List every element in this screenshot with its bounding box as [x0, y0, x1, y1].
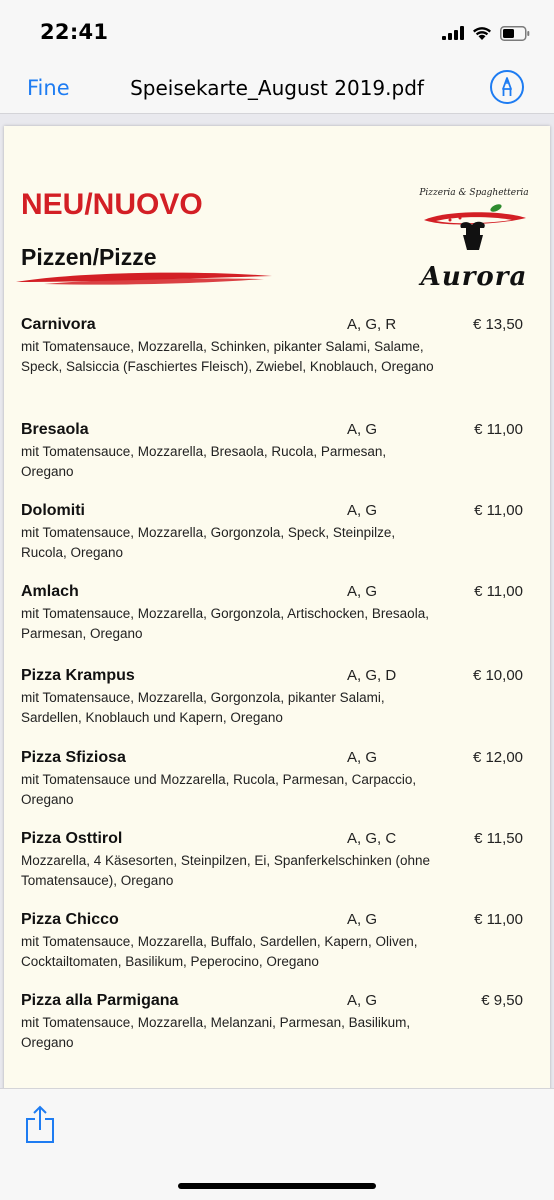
item-name: Pizza Osttirol — [21, 830, 123, 847]
item-allergens: A, G — [347, 421, 378, 438]
item-description: mit Tomatensauce, Mozzarella, Gorgonzola, Artischocken, Bresaola, Parmesan, Oregano — [21, 606, 429, 641]
item-description: mit Tomatensauce, Mozzarella, Melanzani, Parmesan, Basilikum, Oregano — [21, 1015, 411, 1050]
item-allergens: A, G — [347, 749, 378, 766]
wifi-icon — [472, 26, 492, 41]
item-name: Carnivora — [21, 316, 96, 333]
item-allergens: A, G — [347, 502, 378, 519]
item-allergens: A, G, D — [347, 667, 397, 684]
heading-new: NEU/NUOVO — [21, 188, 203, 221]
item-description: mit Tomatensauce, Mozzarella, Gorgonzola, Speck, Steinpilze, Rucola, Oregano — [21, 525, 396, 560]
item-name: Amlach — [21, 583, 79, 600]
menu-item — [21, 667, 531, 749]
done-button[interactable]: Fine — [27, 76, 70, 100]
menu-item — [21, 911, 531, 992]
item-description: mit Tomatensauce, Mozzarella, Bresaola, Rucola, Parmesan, Oregano — [21, 444, 387, 479]
item-name: Pizza Krampus — [21, 667, 135, 684]
item-price: € 13,50 — [472, 316, 523, 333]
item-price: € 11,00 — [474, 421, 523, 438]
item-price: € 9,50 — [481, 992, 523, 1009]
document-viewer[interactable] — [0, 114, 554, 1088]
logo-tagline: Pizzeria & Spaghetteria — [419, 188, 529, 198]
logo-name: Aurora — [420, 262, 528, 292]
item-description: mit Tomatensauce, Mozzarella, Schinken, pikanter Salami, Salame, Speck, Salsiccia (Faschiertes Fleisch), Zwiebel, Knoblauch, Oregano — [21, 339, 434, 374]
menu-item — [21, 749, 531, 830]
menu-list — [21, 316, 531, 1073]
bottom-toolbar — [0, 1088, 554, 1200]
menu-item — [21, 421, 531, 502]
item-allergens: A, G, R — [347, 316, 397, 333]
menu-item — [21, 316, 531, 421]
status-bar — [0, 0, 554, 64]
battery-icon — [500, 26, 530, 41]
navigation-bar — [0, 64, 554, 114]
item-price: € 11,00 — [474, 502, 523, 519]
share-button[interactable] — [24, 1105, 56, 1145]
item-price: € 10,00 — [472, 667, 523, 684]
menu-item — [21, 830, 531, 911]
pdf-page — [4, 126, 550, 1088]
item-price: € 11,00 — [474, 911, 523, 928]
home-indicator[interactable] — [178, 1183, 376, 1189]
item-description: mit Tomatensauce, Mozzarella, Buffalo, Sardellen, Kapern, Oliven, Cocktailtomaten, Basilikum, Peperocino, Oregano — [21, 934, 418, 969]
item-name: Dolomiti — [21, 502, 85, 519]
markup-button[interactable] — [490, 70, 524, 104]
share-icon — [24, 1105, 56, 1145]
item-description: mit Tomatensauce und Mozzarella, Rucola, Parmesan, Carpaccio, Oregano — [21, 772, 417, 807]
item-name: Pizza alla Parmigana — [21, 992, 179, 1009]
item-price: € 11,50 — [474, 830, 523, 847]
status-icons — [442, 24, 530, 42]
item-allergens: A, G, C — [347, 830, 397, 847]
item-name: Pizza Sfiziosa — [21, 749, 126, 766]
menu-item — [21, 583, 531, 667]
status-time: 22:41 — [40, 20, 109, 44]
signal-icon — [442, 26, 464, 40]
item-allergens: A, G — [347, 583, 378, 600]
item-allergens: A, G — [347, 992, 378, 1009]
markup-pen-icon — [492, 72, 522, 102]
section-heading: Pizzen/Pizze — [21, 244, 157, 270]
item-allergens: A, G — [347, 911, 378, 928]
item-name: Pizza Chicco — [21, 911, 119, 928]
item-name: Bresaola — [21, 421, 89, 438]
item-price: € 11,00 — [474, 583, 523, 600]
document-title: Speisekarte_August 2019.pdf — [130, 76, 424, 100]
item-description: Mozzarella, 4 Käsesorten, Steinpilzen, Ei, Spanferkelschinken (ohne Tomatensauce), Oregano — [21, 853, 430, 888]
red-swash-decoration — [14, 266, 274, 290]
menu-item — [21, 992, 531, 1073]
item-description: mit Tomatensauce, Mozzarella, Gorgonzola, pikanter Salami, Sardellen, Knoblauch und Kapern, Oregano — [21, 690, 385, 725]
restaurant-logo — [416, 188, 532, 300]
menu-item — [21, 502, 531, 583]
item-price: € 12,00 — [472, 749, 523, 766]
